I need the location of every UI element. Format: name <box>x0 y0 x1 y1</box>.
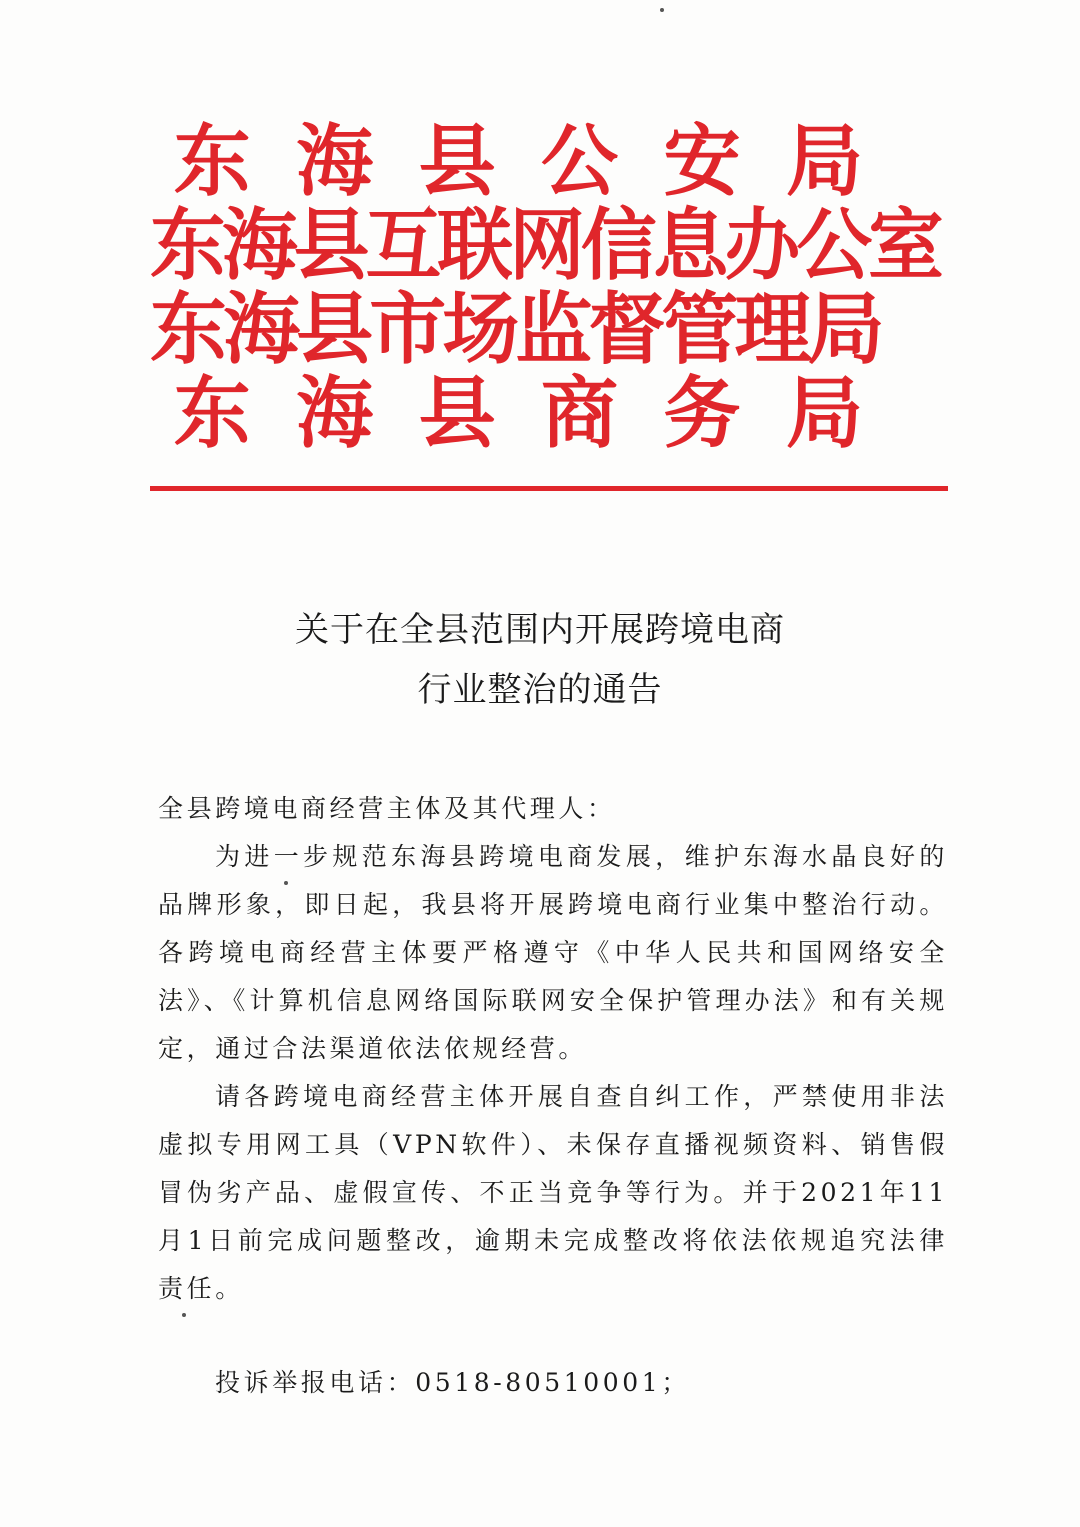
agency-market-supervision: 东海县市场监督管理局 <box>150 285 881 375</box>
title-line-2: 行业整治的通告 <box>417 670 663 710</box>
body-paragraph-1: 为进一步规范东海县跨境电商发展，维护东海水晶良好的品牌形象，即日起，我县将开展跨境电商行业集中整治行动。各跨境电商经营主体要严格遵守《中华人民共和国网络安全法》、《计算机信息网络国际联网安全保护管理办法》和有关规定，通过合法渠道依法依规经营。 <box>158 842 948 1063</box>
body-paragraph-2: 请各跨境电商经营主体开展自查自纠工作，严禁使用非法虚拟专用网工具（VPN软件）、未保存直播视频资料、销售假冒伪劣产品、虚假宣传、不正当竞争等行为。并于2021年11月1日前完成问题整改，逾期未完成整改将依法依规追究法律责任。 <box>158 1082 948 1303</box>
report-hotline: 投诉举报电话：0518-80510001； <box>215 1368 690 1397</box>
salutation: 全县跨境电商经营主体及其代理人： <box>158 794 616 823</box>
agency-internet-info-office: 东海县互联网信息办公室 <box>150 201 941 291</box>
scan-speck <box>182 1313 186 1317</box>
header-divider <box>150 486 948 491</box>
document-body <box>158 785 948 1407</box>
issuing-agencies-header <box>150 117 950 459</box>
agency-public-security: 东海县公安局 <box>173 117 909 207</box>
document-title <box>0 600 1080 720</box>
agency-commerce-bureau: 东海县商务局 <box>173 369 909 459</box>
scan-speck <box>660 8 664 12</box>
scan-speck <box>284 881 288 885</box>
title-line-1: 关于在全县范围内开展跨境电商 <box>295 610 785 650</box>
